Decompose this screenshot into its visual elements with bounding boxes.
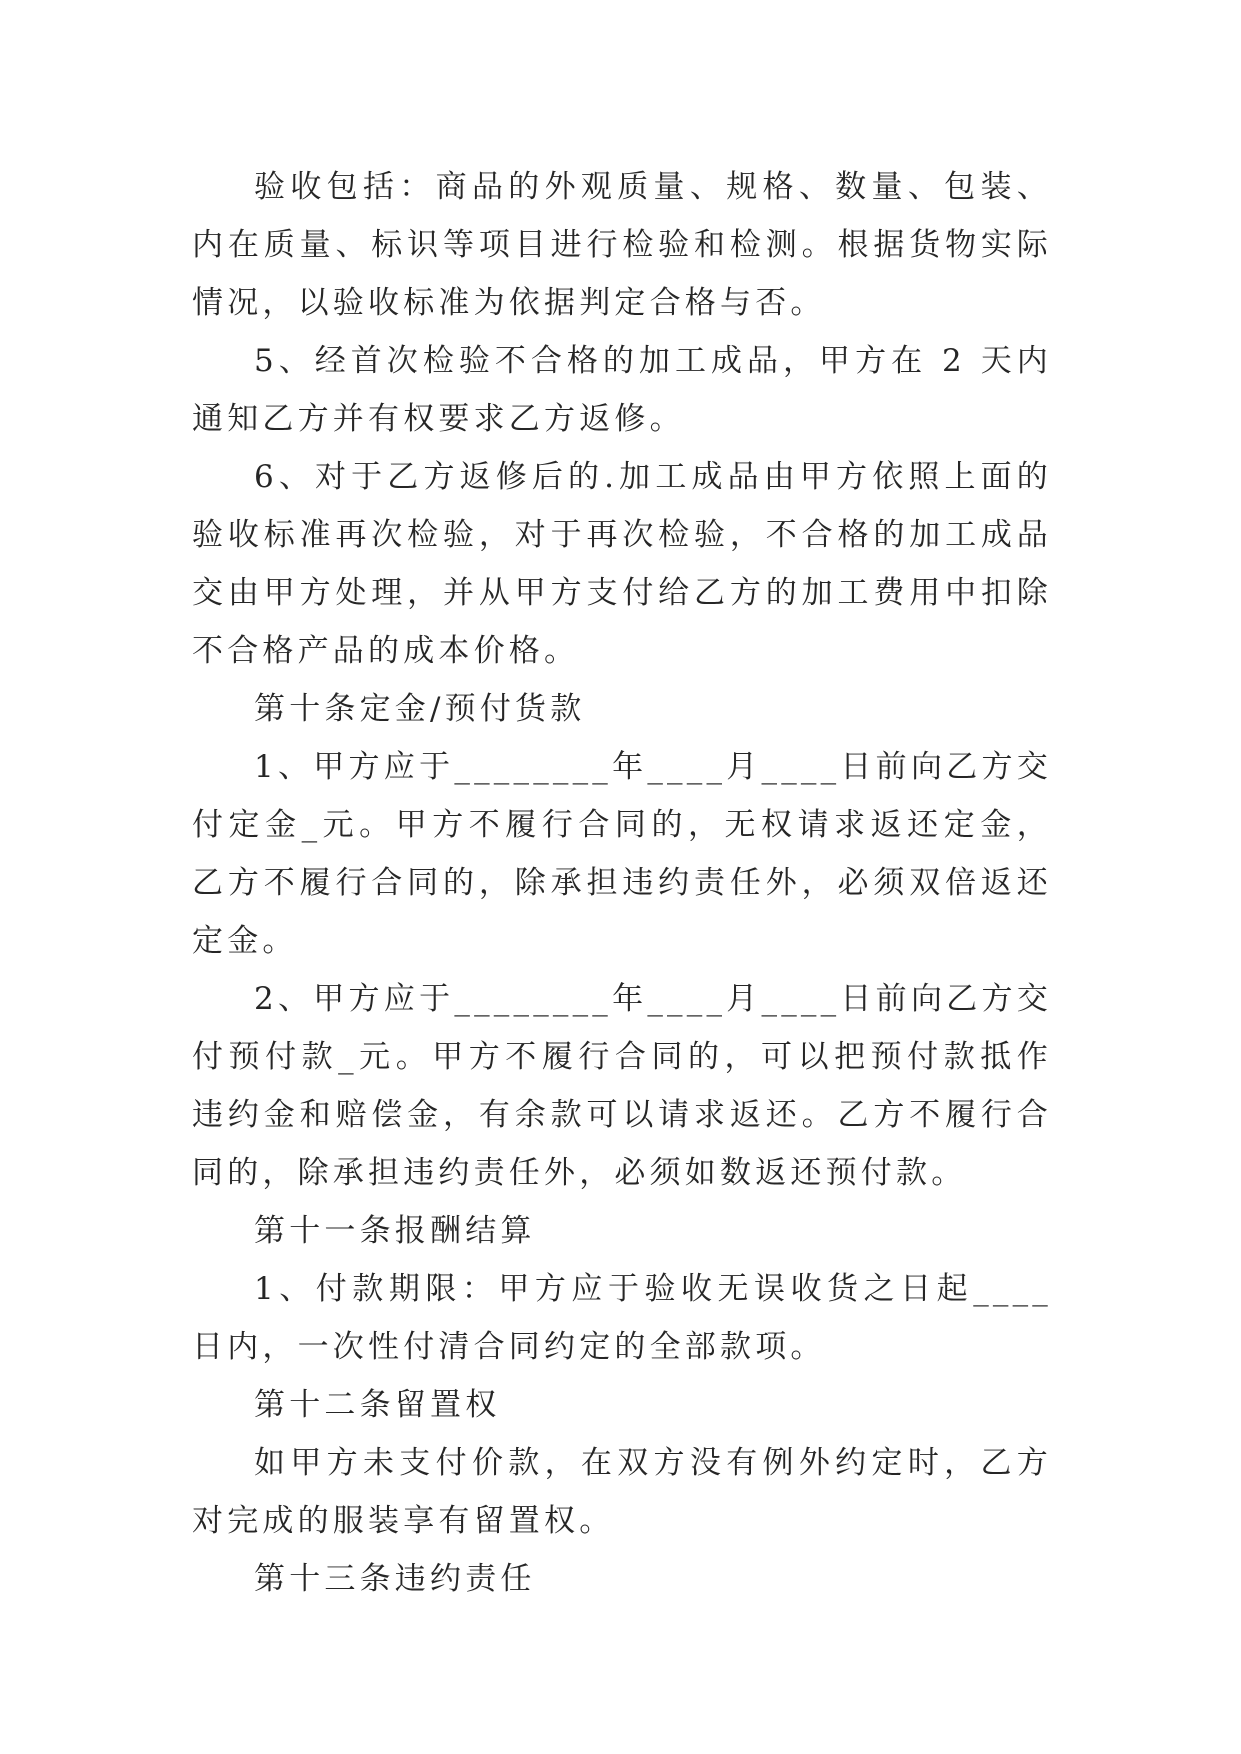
heading-article-12: 第十二条留置权 <box>254 1387 501 1423</box>
paragraph-deposit-1: 1、甲方应于________年____月____日前向乙方交付定金_元。甲方不履行合同的，无权请求返还定金，乙方不履行合同的，除承担违约责任外，必须双倍返还定金。 <box>192 749 1052 959</box>
paragraph-clause-5: 5、经首次检验不合格的加工成品，甲方在 2 天内通知乙方并有权要求乙方返修。 <box>192 343 1052 437</box>
heading-article-13: 第十三条违约责任 <box>254 1561 536 1597</box>
paragraph-inspection-scope: 验收包括：商品的外观质量、规格、数量、包装、内在质量、标识等项目进行检验和检测。根据货物实际情况，以验收标准为依据判定合格与否。 <box>192 169 1052 321</box>
heading-article-10: 第十条定金/预付货款 <box>254 691 586 727</box>
paragraph-prepayment-2: 2、甲方应于________年____月____日前向乙方交付预付款_元。甲方不履行合同的，可以把预付款抵作违约金和赔偿金，有余款可以请求返还。乙方不履行合同的，除承担违约责任外，必须如数返还预付款。 <box>192 981 1052 1191</box>
paragraph-payment-term: 1、付款期限：甲方应于验收无误收货之日起____日内，一次性付清合同约定的全部款项。 <box>192 1271 1052 1365</box>
document-body <box>192 158 1052 1608</box>
paragraph-clause-6: 6、对于乙方返修后的.加工成品由甲方依照上面的验收标准再次检验，对于再次检验，不合格的加工成品交由甲方处理，并从甲方支付给乙方的加工费用中扣除不合格产品的成本价格。 <box>192 459 1052 669</box>
heading-article-11: 第十一条报酬结算 <box>254 1213 536 1249</box>
paragraph-lien: 如甲方未支付价款，在双方没有例外约定时，乙方对完成的服装享有留置权。 <box>192 1445 1052 1539</box>
